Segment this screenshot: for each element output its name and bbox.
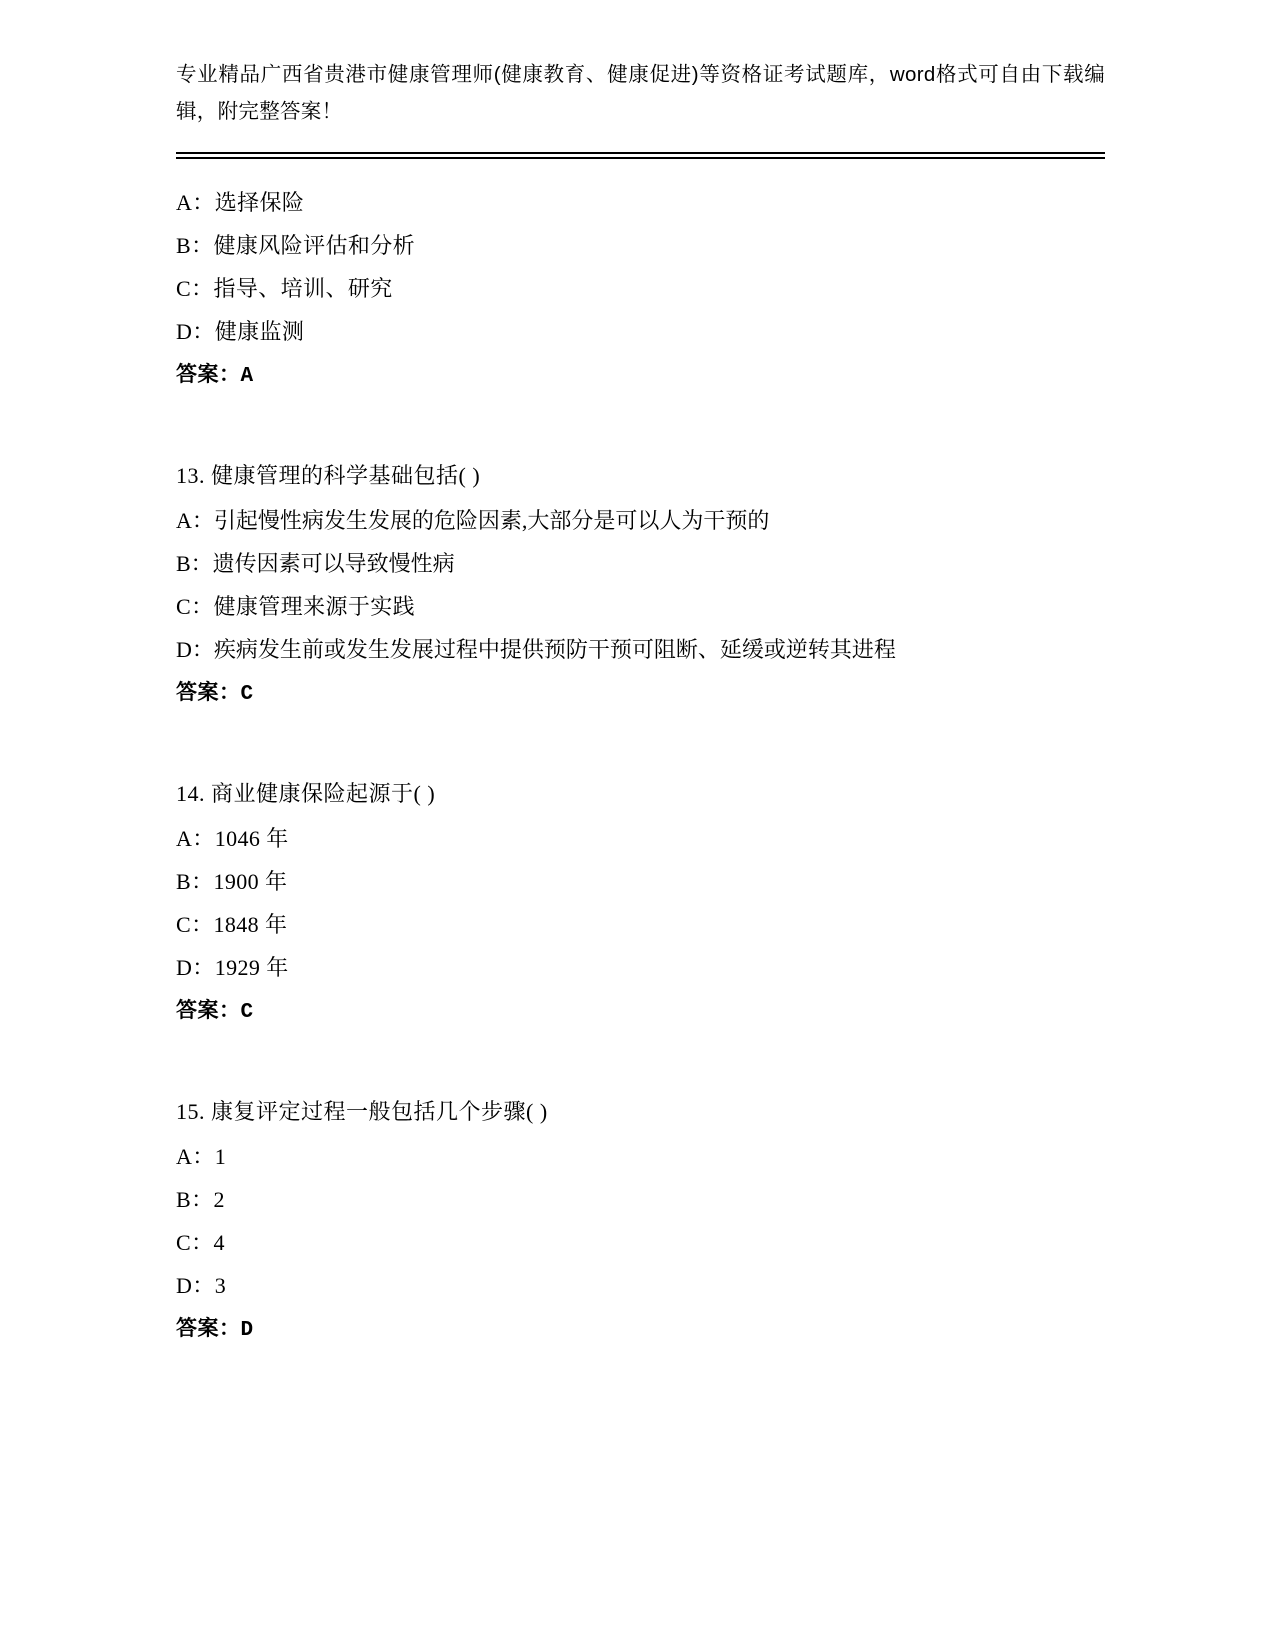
option-c: C：指导、培训、研究 bbox=[176, 276, 393, 301]
answer-label: 答案： bbox=[176, 681, 241, 704]
answer-label: 答案： bbox=[176, 363, 241, 386]
question-stem: 13. 健康管理的科学基础包括( ) bbox=[176, 463, 481, 488]
answer-line bbox=[176, 353, 1105, 398]
question-stem: 14. 商业健康保险起源于( ) bbox=[176, 781, 436, 806]
option-d: D：3 bbox=[176, 1273, 227, 1298]
option-b: B：遗传因素可以导致慢性病 bbox=[176, 551, 455, 576]
header-divider-top bbox=[176, 152, 1105, 154]
answer-label: 答案： bbox=[176, 1317, 241, 1340]
question-block bbox=[176, 772, 1105, 1034]
option-c: C：4 bbox=[176, 1230, 225, 1255]
option-c: C：1848 年 bbox=[176, 912, 288, 937]
header-divider-bottom bbox=[176, 157, 1105, 159]
answer-value: C bbox=[240, 1001, 254, 1024]
document-header: 专业精品广西省贵港市健康管理师(健康教育、健康促进)等资格证考试题库，word格式可自由下载编辑，附完整答案！ bbox=[176, 63, 1105, 123]
question-block bbox=[176, 181, 1105, 398]
answer-line bbox=[176, 671, 1105, 716]
option-d: D：疾病发生前或发生发展过程中提供预防干预可阻断、延缓或逆转其进程 bbox=[176, 637, 896, 662]
option-b: B：健康风险评估和分析 bbox=[176, 233, 416, 258]
answer-label: 答案： bbox=[176, 999, 241, 1022]
answer-line bbox=[176, 1307, 1105, 1352]
answer-line bbox=[176, 989, 1105, 1034]
question-block bbox=[176, 1090, 1105, 1352]
option-b: B：1900 年 bbox=[176, 869, 288, 894]
option-a: A：选择保险 bbox=[176, 190, 305, 215]
question-stem: 15. 康复评定过程一般包括几个步骤( ) bbox=[176, 1099, 548, 1124]
question-list bbox=[176, 181, 1105, 1352]
option-d: D：1929 年 bbox=[176, 955, 289, 980]
option-b: B：2 bbox=[176, 1187, 225, 1212]
option-c: C：健康管理来源于实践 bbox=[176, 594, 416, 619]
answer-value: D bbox=[240, 1319, 254, 1342]
option-d: D：健康监测 bbox=[176, 319, 305, 344]
answer-value: A bbox=[240, 365, 254, 388]
option-a: A：1 bbox=[176, 1144, 227, 1169]
answer-value: C bbox=[240, 683, 254, 706]
option-a: A：引起慢性病发生发展的危险因素,大部分是可以人为干预的 bbox=[176, 508, 770, 533]
question-block bbox=[176, 454, 1105, 716]
option-a: A：1046 年 bbox=[176, 826, 289, 851]
